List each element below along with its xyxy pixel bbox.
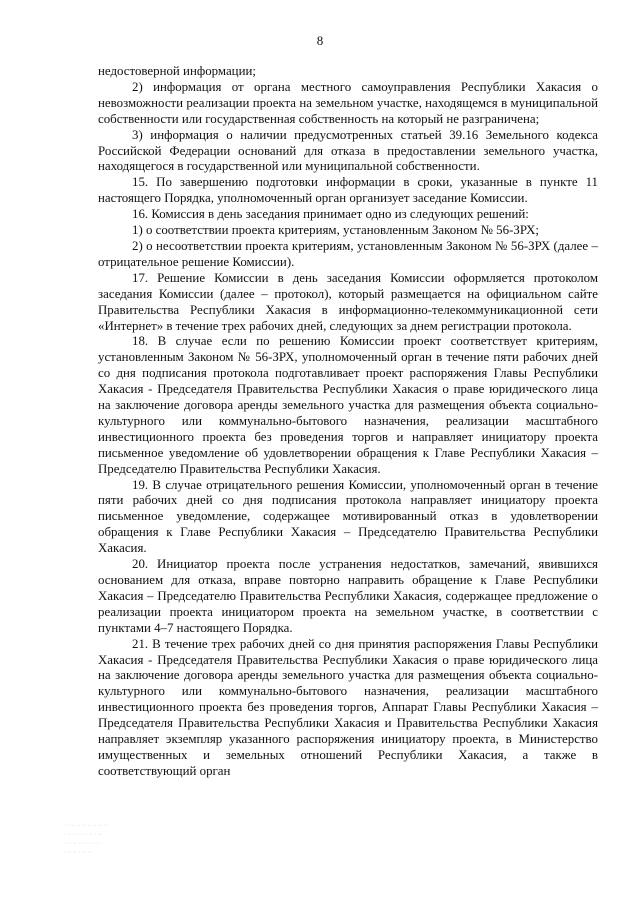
paragraph: 2) о несоответствии проекта критериям, установленным Законом № 56-ЗРХ (далее – отрицательное решение Комиссии). [98, 238, 598, 269]
page-number: 8 [316, 33, 324, 48]
paragraph: 15. По завершению подготовки информации в сроки, указанные в пункте 11 настоящего Порядка, уполномоченный орган организует заседание Комиссии. [98, 175, 598, 206]
paragraph: 20. Инициатор проекта после устранения недостатков, замечаний, явившихся основанием для отказа, вправе повторно направить обращение к Главе Республики Хакасия – Председателю Правительства Республики Хакасия, содержащее предложение о реализации проекта инициатором проекта на земельном участке, в соответствии с пунктами 4–7 настоящего Порядка. [98, 557, 598, 635]
faded-stamp-mark [64, 822, 174, 878]
stamp-line: · ·· · · ·· · ·· · ·· [64, 832, 102, 838]
paragraph: недостоверной информации; [98, 64, 256, 78]
stamp-line: ·· · ·· ·· ·· · ·· · [64, 841, 101, 847]
paragraph: 16. Комиссия в день заседания принимает одно из следующих решений: [132, 207, 529, 222]
paragraph: 3) информация о наличии предусмотренных статьей 39.16 Земельного кодекса Российской Федерации оснований для отказа в предоставлении земельного участка, находящегося в государственной или муниципальной собственности. [98, 127, 598, 174]
stamp-line: · · ·· ·· ·· ·· ·· ·· ·· [64, 823, 108, 829]
paragraph: 19. В случае отрицательного решения Комиссии, уполномоченный орган в течение пяти рабочих дней со дня подписания протокола направляет инициатору проекта письменное уведомление, содержащее мотивированный отказ в удовлетворении обращения к Главе Республики Хакасия – Председателю Правительства Республики Хакасия. [98, 477, 598, 556]
paragraph: 1) о соответствии проекта критериям, установленным Законом № 56-ЗРХ; [132, 223, 539, 238]
paragraph: 17. Решение Комиссии в день заседания Комиссии оформляется протоколом заседания Комиссии (далее – протокол), который размещается на официальном сайте Правительства Республики Хакасия в информационно-телекоммуникационной сети «Интернет» в течение трех рабочих дней, следующих за днем регистрации протокола. [98, 270, 598, 333]
stamp-line: · ·· ·· · ·· ·· [64, 850, 92, 856]
paragraph: 18. В случае если по решению Комиссии проект соответствует критериям, установленным Законом № 56-ЗРХ, уполномоченный орган в течение пяти рабочих дней со дня подписания протокола подготавливает проект распоряжения Главы Республики Хакасия - Председателя Правительства Республики Хакасия о праве юридического лица на заключение договора аренды земельного участка для размещения объекта социально-культурного или коммунально-бытового назначения, реализации масштабного инвестиционного проекта без проведения торгов и направляет инициатору проекта письменное уведомление об удовлетворении обращения к Главе Республики Хакасия – Председателю Правительства Республики Хакасия. [98, 334, 598, 476]
document-body [98, 64, 598, 780]
paragraph: 21. В течение трех рабочих дней со дня принятия распоряжения Главы Республики Хакасия - Председателя Правительства Республики Хакасия о праве юридического лица на заключение договора аренды земельного участка для размещения объекта социально-культурного или коммунально-бытового назначения, реализации масштабного инвестиционного проекта без проведения торгов, Аппарат Главы Республики Хакасия – Председателя Правительства Республики Хакасия и Правительства Республики Хакасия направляет экземпляр указанного распоряжения инициатору проекта, в Министерство имущественных и земельных отношений Республики Хакасия, а также в соответствующий орган [98, 636, 598, 778]
paragraph: 2) информация от органа местного самоуправления Республики Хакасия о невозможности реализации проекта на земельном участке, находящемся в муниципальной собственности или государственная собственность на который не разграничена; [98, 79, 598, 126]
